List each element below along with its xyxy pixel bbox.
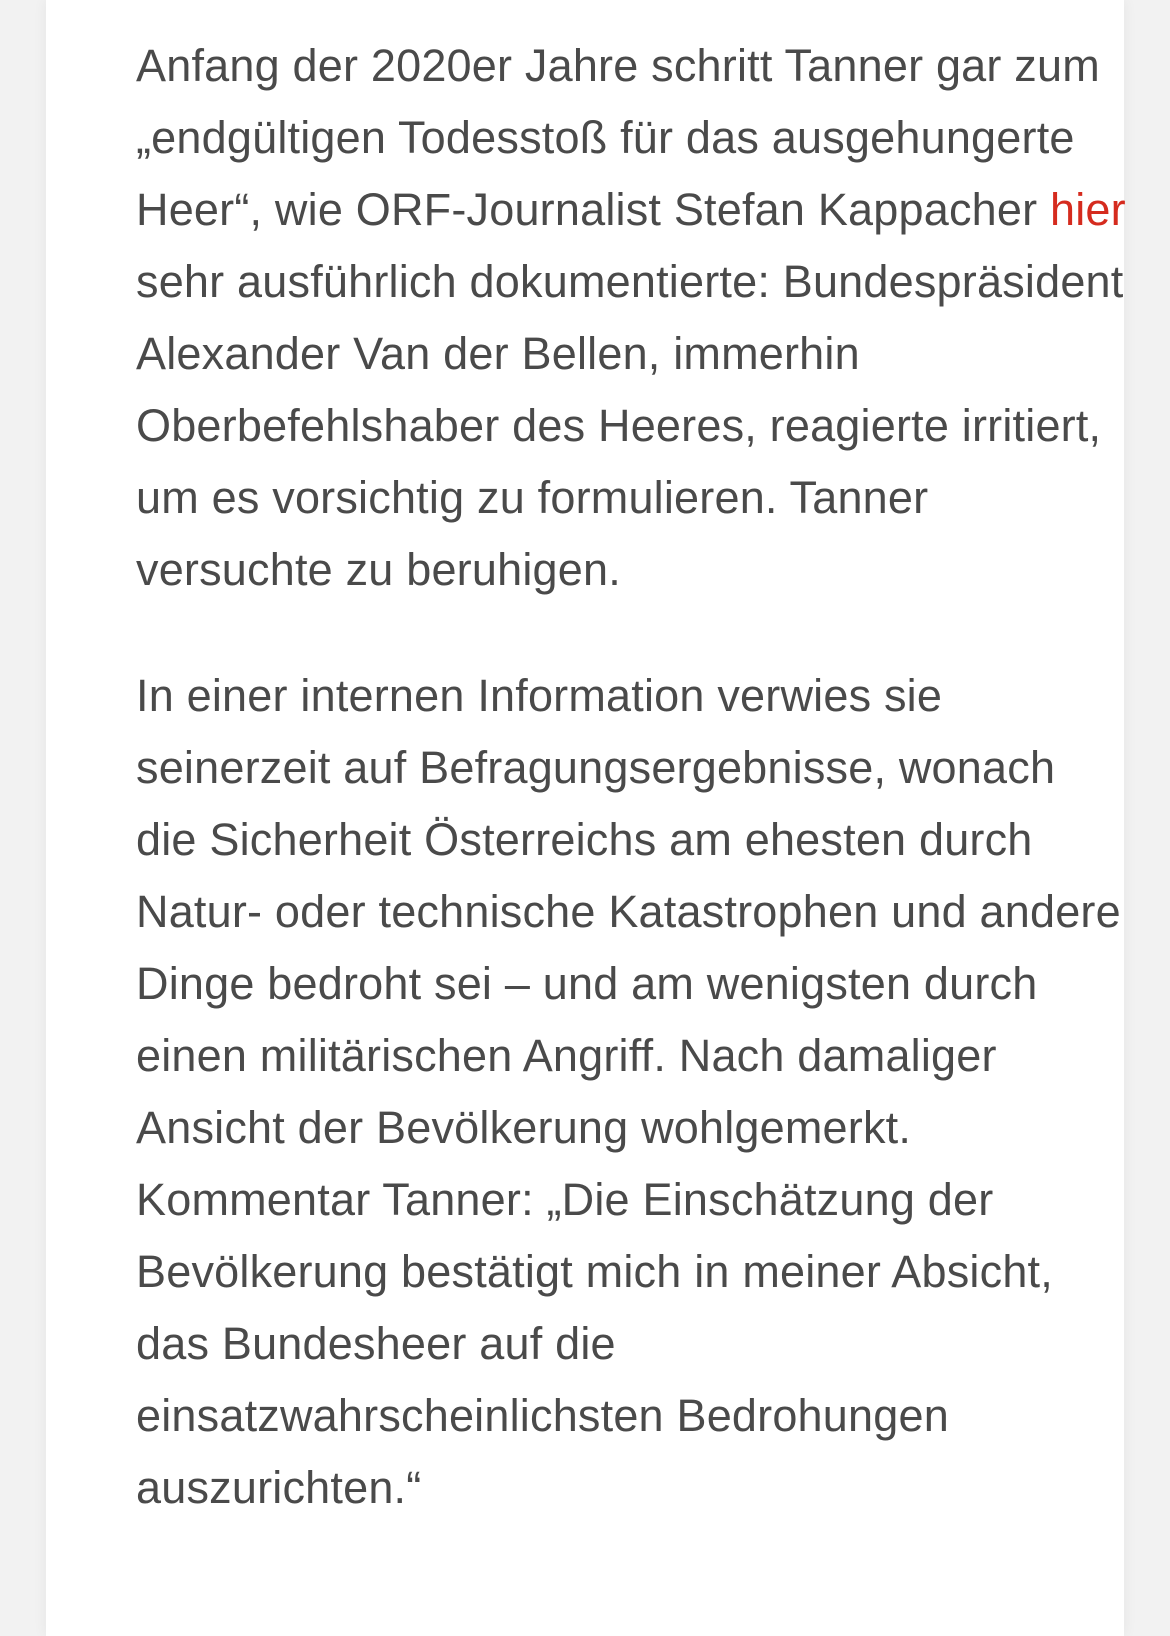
paragraph-1-text-after-link: sehr ausführlich dokumentierte: Bundespräsident Alexander Van der Bellen, immerhin Oberbefehlshaber des Heeres, reagierte irritiert, um es vorsichtig zu formulieren. Tanner versuchte zu beruhigen. (136, 256, 1124, 595)
article-card (46, 0, 1124, 1636)
paragraph-1 (136, 30, 1126, 606)
paragraph-1-text-before-link: Anfang der 2020er Jahre schritt Tanner gar zum „endgültigen Todesstoß für das ausgehungerte Heer“, wie ORF-Journalist Stefan Kappacher (136, 40, 1100, 235)
hier-link[interactable]: hier (1049, 184, 1126, 235)
article-body (136, 30, 1126, 1524)
paragraph-2: In einer internen Information verwies sie seinerzeit auf Befragungsergebnisse, wonach die Sicherheit Österreichs am ehesten durch Natur- oder technische Katastrophen und andere Dinge bedroht sei – und am wenigsten durch einen militärischen Angriff. Nach damaliger Ansicht der Bevölkerung wohlgemerkt. Kommentar Tanner: „Die Einschätzung der Bevölkerung bestätigt mich in meiner Absicht, das Bundesheer auf die einsatzwahrscheinlichsten Bedrohungen auszurichten.“ (136, 670, 1121, 1513)
